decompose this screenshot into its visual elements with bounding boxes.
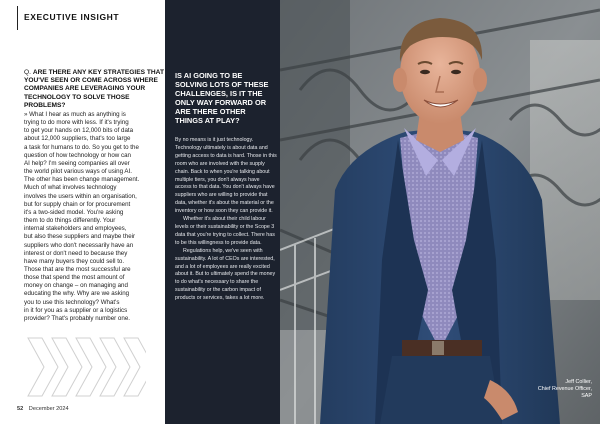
question-prefix: Q.: [24, 69, 31, 76]
portrait-photo: [280, 0, 600, 424]
chevron-arrows-graphic: [26, 334, 146, 400]
caption-title: Chief Revenue Officer,: [537, 385, 592, 392]
sidebar-answer-body: [175, 137, 277, 303]
question: [24, 69, 164, 110]
dark-sidebar-column: [165, 0, 280, 424]
caption-name: Jeff Collier,: [565, 379, 592, 385]
sidebar-paragraph: Regulations help, we've seen with sustainability. A lot of CEOs are interested, and a lot of employees are really excited about it. But to ultimately spend the money to do what's necessary to share the sustainability or the carbon impact of products or services, takes a lot more.: [175, 247, 276, 302]
page-footer: [17, 406, 69, 412]
caption-company: SAP: [581, 392, 592, 399]
sidebar-question-heading: IS AI GOING TO BE SOLVING LOTS OF THESE CHALLENGES, IS IT THE ONLY WAY FORWARD OR ARE THERE OTHER THINGS AT PLAY?: [175, 71, 269, 125]
page-number: 52: [17, 406, 24, 412]
answer-text: » What I hear as much as anything is trying to do more with less. If it's trying to get your hands on 12,000 bits of data about 12,000 suppliers, that's too large a task for humans to do. So you get to the question of how technology or how can AI help? I'm seeing companies all over the world pilot various ways of using AI. The other has been change management. Much of what involves technology involves the users within an organisation, but for supply chain or for procurement it's a two-sided model. You're asking them to do things differently. Your internal stakeholders and employees, but also these suppliers and maybe their suppliers who don't necessarily have an interest or don't need to because they have many buyers they could sell to. Those that are the most successful are those that spend the most amount of money on change – on managing and educating the why. Why are we asking you to use this technology? What's in it for you as a supplier or a logistics provider? That's probably number one.: [24, 111, 140, 322]
portrait-illustration: [280, 0, 600, 424]
sidebar-paragraph: By no means is it just technology. Technology ultimately is about data and getting access to data is hard. Those in this room who are involved with the supply chain. Back to when you're talking about multiple tiers, you don't always have access to that data. You don't always have suppliers who are willing to provide that data, whether it's about the material or the inventory or how soon they can provide it.: [175, 137, 277, 215]
sidebar-paragraph: Whether it's about their child labour levels or their sustainability or the Scope 3 data that you're trying to collect. There has to be this willingness to provide data.: [175, 216, 275, 246]
edge-rule: [17, 6, 18, 30]
photo-caption: [538, 379, 592, 399]
issue-date: December 2024: [28, 406, 69, 412]
section-label: EXECUTIVE INSIGHT: [24, 12, 120, 22]
left-column: [0, 0, 165, 424]
question-text: ARE THERE ANY KEY STRATEGIES THAT YOU'VE SEEN OR COME ACROSS WHERE COMPANIES ARE LEVERAGING YOUR TECHNOLOGY TO SOLVE THOSE PROBLEMS?: [24, 69, 164, 109]
